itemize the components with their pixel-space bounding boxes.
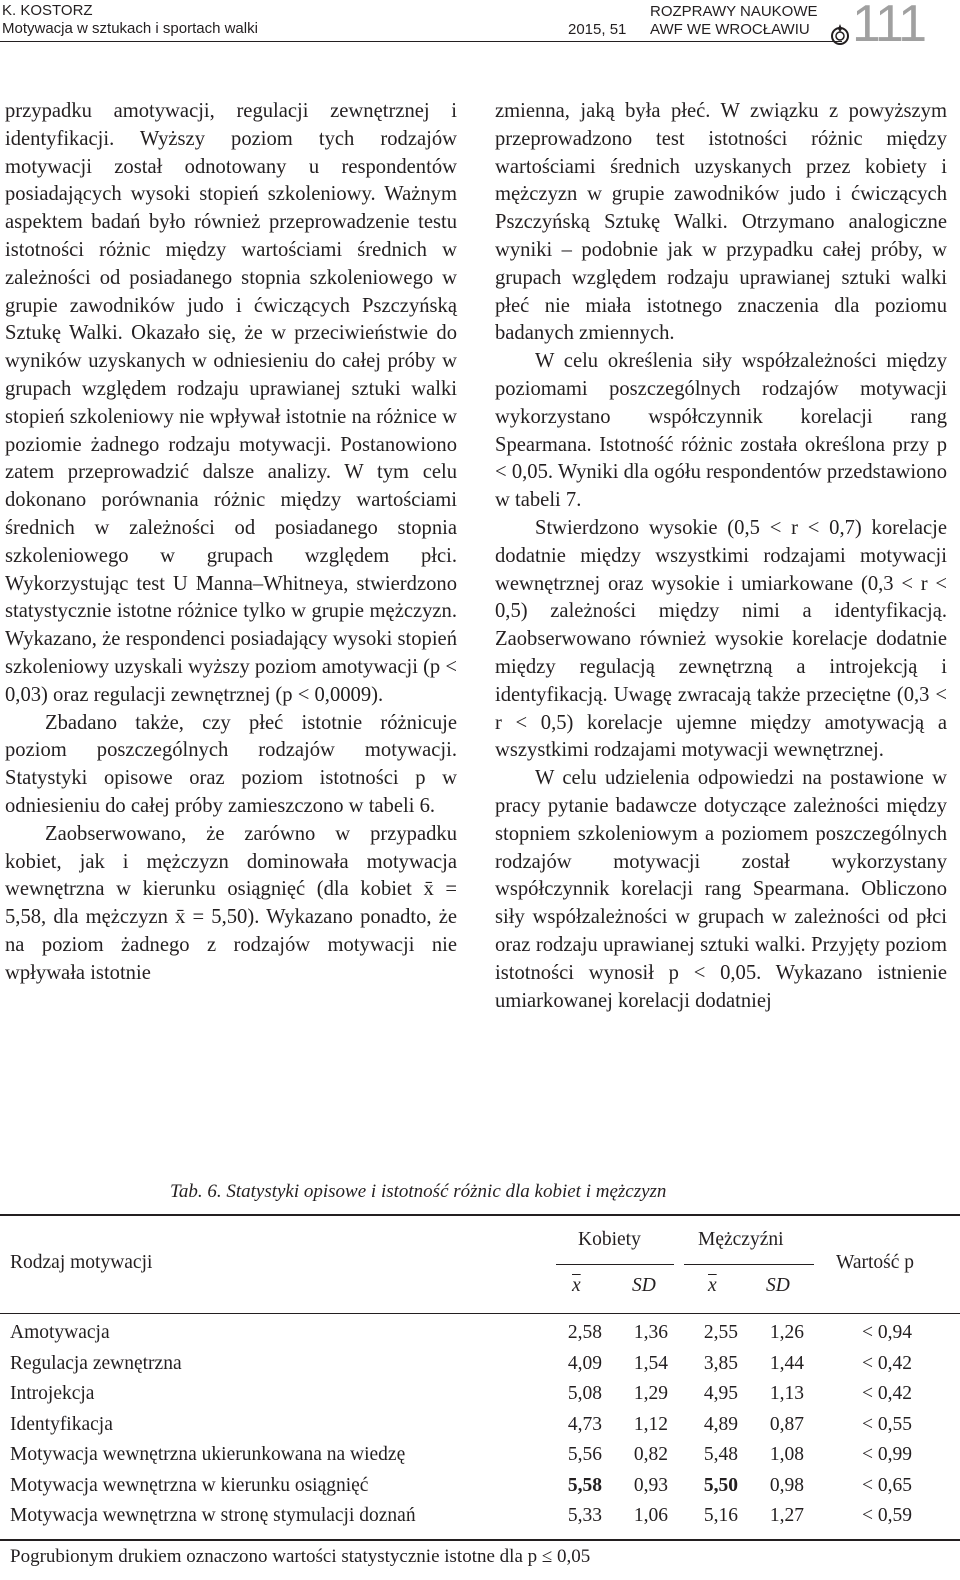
paragraph: W celu udzielenia odpowiedzi na postawione w pracy pytanie badawcze dotyczące zależności między stopniem szkoleniowym a poziomem poszczególnych rodzajów motywacji został wykorzystany współczynnik korelacji rang Spearmana. Obliczono siły współzależności w grupach w zależności od płci oraz rodzaju uprawianej sztuki walki. Przyjęty poziom istotności wynosił p < 0,05. Wykazano istnienie umiarkowanej korelacji dodatniej bbox=[495, 767, 947, 1012]
cell-women-mean: 4,09 bbox=[567, 1352, 602, 1374]
column-header-men: Mężczyźni bbox=[698, 1229, 784, 1250]
cell-men-sd: 1,08 bbox=[769, 1444, 804, 1466]
cell-type: Introjekcja bbox=[10, 1383, 95, 1405]
running-head-left bbox=[2, 2, 258, 38]
table-header-rule bbox=[0, 1313, 960, 1314]
cell-type: Motywacja wewnętrzna ukierunkowana na wiedzę bbox=[10, 1444, 406, 1466]
paragraph: Zbadano także, czy płeć istotnie różnicuje poziom poszczególnych rodzajów motywacji. Statystyki opisowe oraz poziom istotności p w odniesieniu do całej próby zamieszczono w tabeli 6. bbox=[5, 711, 457, 817]
cell-men-mean: 5,16 bbox=[703, 1505, 738, 1527]
cell-men-sd: 1,26 bbox=[769, 1322, 804, 1344]
paragraph: Stwierdzono wysokie (0,5 < r < 0,7) korelacje dodatnie między wszystkimi rodzajami motywacji wewnętrznej oraz wysokie i umiarkowane (0,3 < r < 0,5) zależności między nimi a identyfikacją. Zaobserwowano również wysokie korelacje dodatnie między regulacją zewnętrzną a introjekcją i identyfikacją. Uwagę zwracają także przeciętne (0,3 < r < 0,5) korelacje ujemne między amotywacją a wszystkimi rodzajami motywacji wewnętrznej. bbox=[495, 516, 947, 762]
cell-women-mean: 5,33 bbox=[567, 1505, 602, 1527]
cell-women-mean-significant: 5,58 bbox=[567, 1474, 602, 1496]
table-footnote: Pogrubionym drukiem oznaczono wartości statystycznie istotne dla p ≤ 0,05 bbox=[10, 1546, 591, 1567]
cell-women-mean: 5,08 bbox=[567, 1383, 602, 1405]
women-subheader-rule bbox=[556, 1264, 674, 1265]
paragraph: W celu określenia siły współzależności między poziomami poszczególnych rodzajów motywacji wykorzystano współczynnik korelacji rang Spearmana. Istotność różnic została określona przy p < 0,05. Wyniki dla ogółu respondentów przedstawiono w tabeli 7. bbox=[495, 350, 947, 512]
cell-type: Regulacja zewnętrzna bbox=[10, 1352, 182, 1374]
header-rule bbox=[0, 41, 842, 42]
column-header-women: Kobiety bbox=[578, 1229, 641, 1250]
subheader-women-sd: SD bbox=[632, 1275, 656, 1296]
cell-men-sd: 1,27 bbox=[769, 1505, 804, 1527]
right-text-column bbox=[495, 98, 947, 1015]
paragraph: przypadku amotywacji, regulacji zewnętrznej i identyfikacji. Wyższy poziom tych rodzajów motywacji został odnotowany u respondentów posiadających wysoki stopień szkoleniowy. Ważnym aspektem badań było również przeprowadzenie testu istotności różnic między wartościami średnich w zależności od posiadanego stopnia szkoleniowego w grupie zawodników judo i ćwiczących Pszczyńską Sztukę Walki. Okazało się, że w przeciwieństwie do wyników uzyskanych w odniesieniu do całej próby w grupach względem rodzaju uprawianej sztuki walki stopień szkoleniowy nie wpływał istotnie na różnice w poziomie żadnego rodzaju motywacji. Postanowiono zatem przeprowadzić dalsze analizy. W tym celu dokonano porównania różnic między wartościami średnich w zależności od posiadanego stopnia szkoleniowego w grupach względem płci. Wykorzystując test U Manna–Whitneya, stwierdzono statystycznie istotne różnice tylko w grupie mężczyzn. Wykazano, że respondenci posiadający wysoki stopień szkoleniowy uzyskali wyższy poziom amotywacji (p < 0,03) oraz regulacji zewnętrznej (p < 0,0009). bbox=[5, 100, 457, 706]
cell-type: Amotywacja bbox=[10, 1322, 110, 1344]
cell-men-mean-significant: 5,50 bbox=[703, 1474, 738, 1496]
cell-women-sd: 1,54 bbox=[633, 1352, 668, 1374]
table-row bbox=[0, 1410, 960, 1441]
table-row bbox=[0, 1501, 960, 1532]
table-row bbox=[0, 1349, 960, 1380]
table-bottom-rule bbox=[0, 1539, 960, 1541]
cell-women-sd: 0,93 bbox=[633, 1474, 668, 1496]
table-caption: Tab. 6. Statystyki opisowe i istotność różnic dla kobiet i mężczyzn bbox=[170, 1181, 667, 1202]
cell-p-value: < 0,55 bbox=[862, 1413, 912, 1435]
cell-p-value: < 0,42 bbox=[862, 1352, 912, 1374]
cell-men-mean: 4,89 bbox=[703, 1413, 738, 1435]
subheader-women-mean: $\overline{x}$ bbox=[572, 1275, 581, 1296]
left-text-column bbox=[5, 98, 457, 988]
cell-p-value: < 0,59 bbox=[862, 1505, 912, 1527]
cell-men-mean: 5,48 bbox=[703, 1444, 738, 1466]
cell-men-sd: 1,13 bbox=[769, 1383, 804, 1405]
paragraph: Zaobserwowano, że zarówno w przypadku kobiet, jak i mężczyzn dominowała motywacja wewnętrzna w kierunku osiągnięć (dla kobiet x̄ = 5,58, dla mężczyzn x̄ = 5,50). Wykazano ponadto, że na poziom żadnego z rodzajów motywacji nie wpływała istotnie bbox=[5, 822, 457, 984]
cell-men-mean: 4,95 bbox=[703, 1383, 738, 1405]
cell-women-mean: 4,73 bbox=[567, 1413, 602, 1435]
year-volume: 2015, 51 bbox=[568, 21, 627, 38]
statistics-table bbox=[0, 1318, 960, 1532]
author-name: K. KOSTORZ bbox=[2, 2, 93, 19]
cell-p-value: < 0,99 bbox=[862, 1444, 912, 1466]
table-row bbox=[0, 1318, 960, 1349]
table-top-rule bbox=[0, 1214, 960, 1216]
cell-women-sd: 1,29 bbox=[633, 1383, 668, 1405]
paragraph: zmienna, jaką była płeć. W związku z powyższym przeprowadzono test istotności różnic między wartościami średnich uzyskanych przez kobiety i mężczyzn w grupie zawodników judo i ćwiczących Pszczyńską Sztukę Walki. Otrzymano analogiczne wyniki – podobnie jak w przypadku całej próby, w grupach względem rodzaju uprawianej sztuki walki płeć nie miała istotnego znaczenia dla poziomu badanych zmiennych. bbox=[495, 100, 947, 345]
cell-women-sd: 1,12 bbox=[633, 1413, 668, 1435]
cell-p-value: < 0,94 bbox=[862, 1322, 912, 1344]
cell-men-sd: 0,87 bbox=[769, 1413, 804, 1435]
men-subheader-rule bbox=[684, 1264, 814, 1265]
column-header-type: Rodzaj motywacji bbox=[10, 1252, 153, 1273]
table-row bbox=[0, 1379, 960, 1410]
journal-logo-icon bbox=[829, 23, 851, 45]
cell-type: Motywacja wewnętrzna w kierunku osiągnięć bbox=[10, 1474, 369, 1496]
cell-type: Motywacja wewnętrzna w stronę stymulacji doznań bbox=[10, 1505, 416, 1527]
cell-women-mean: 2,58 bbox=[567, 1322, 602, 1344]
table-row bbox=[0, 1471, 960, 1502]
cell-p-value: < 0,65 bbox=[862, 1474, 912, 1496]
subheader-men-sd: SD bbox=[766, 1275, 790, 1296]
cell-men-sd: 0,98 bbox=[769, 1474, 804, 1496]
cell-women-sd: 1,06 bbox=[633, 1505, 668, 1527]
journal-line-2: AWF WE WROCŁAWIU bbox=[650, 21, 810, 38]
page-number: 111 bbox=[852, 0, 926, 53]
journal-line-1: ROZPRAWY NAUKOWE bbox=[650, 3, 818, 20]
cell-men-mean: 3,85 bbox=[703, 1352, 738, 1374]
journal-name bbox=[650, 3, 818, 39]
column-header-p: Wartość p bbox=[836, 1252, 915, 1273]
article-title: Motywacja w sztukach i sportach walki bbox=[2, 20, 258, 37]
subheader-men-mean: $\overline{x}$ bbox=[708, 1275, 717, 1296]
cell-type: Identyfikacja bbox=[10, 1413, 113, 1435]
cell-women-sd: 1,36 bbox=[633, 1322, 668, 1344]
table-row bbox=[0, 1440, 960, 1471]
cell-women-mean: 5,56 bbox=[567, 1444, 602, 1466]
cell-men-sd: 1,44 bbox=[769, 1352, 804, 1374]
page-header bbox=[0, 0, 960, 53]
cell-p-value: < 0,42 bbox=[862, 1383, 912, 1405]
cell-women-sd: 0,82 bbox=[633, 1444, 668, 1466]
cell-men-mean: 2,55 bbox=[703, 1322, 738, 1344]
